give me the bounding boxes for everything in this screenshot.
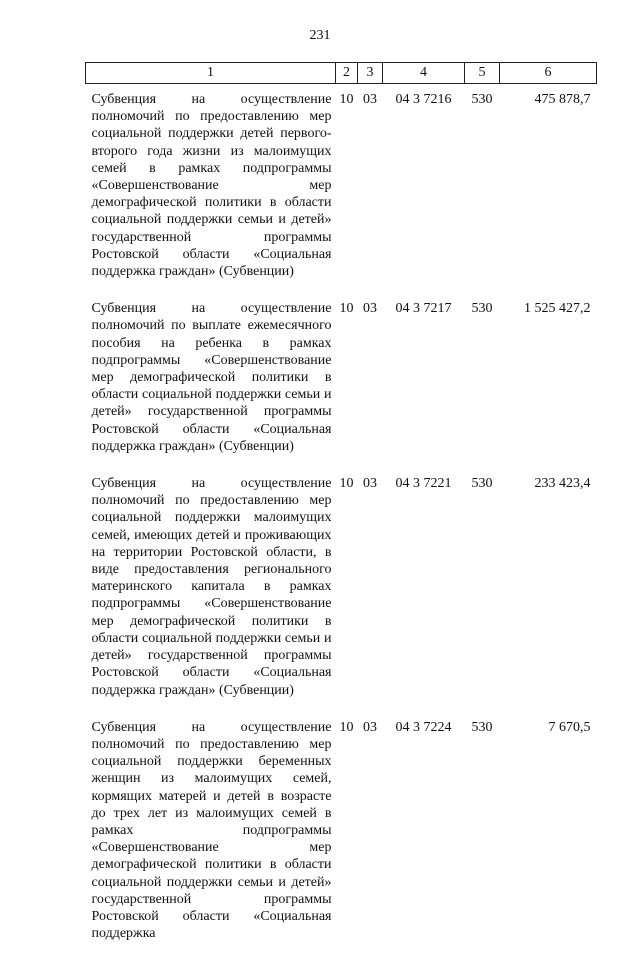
row-amount: 1 525 427,2 — [500, 293, 597, 468]
row-expense-type-code: 530 — [465, 712, 500, 955]
table-row — [86, 712, 597, 955]
header-row — [86, 63, 597, 84]
header-col-4: 4 — [383, 63, 465, 84]
page-number: 231 — [0, 28, 640, 44]
row-amount: 7 670,5 — [500, 712, 597, 955]
row-section-code: 10 — [336, 293, 358, 468]
row-subsection-code: 03 — [358, 84, 383, 294]
row-description: Субвенция на осуществление полномочий по выплате ежемесячного пособия на ребенка в рамках подпрограммы «Совершенствование мер демографической политики в области социальной поддержки семьи и детей» государственной программы Ростовской области «Социальная поддержка граждан» (Субвенции) — [86, 293, 336, 468]
table-header — [86, 63, 597, 84]
row-target-article-code: 04 3 7217 — [383, 293, 465, 468]
row-section-code: 10 — [336, 84, 358, 294]
header-col-6: 6 — [500, 63, 597, 84]
header-col-3: 3 — [358, 63, 383, 84]
row-target-article-code: 04 3 7221 — [383, 468, 465, 712]
header-col-5: 5 — [465, 63, 500, 84]
row-target-article-code: 04 3 7224 — [383, 712, 465, 955]
row-section-code: 10 — [336, 712, 358, 955]
row-subsection-code: 03 — [358, 712, 383, 955]
header-col-2: 2 — [336, 63, 358, 84]
table-body — [86, 84, 597, 955]
header-col-1: 1 — [86, 63, 336, 84]
row-subsection-code: 03 — [358, 468, 383, 712]
row-subsection-code: 03 — [358, 293, 383, 468]
table-row — [86, 468, 597, 712]
row-amount: 475 878,7 — [500, 84, 597, 294]
table-row — [86, 293, 597, 468]
row-description: Субвенция на осуществление полномочий по предоставлению мер социальной поддержки детей первого-второго года жизни из малоимущих семей в рамках подпрограммы «Совершенствование мер демографической политики в области социальной поддержки семьи и детей» государственной программы Ростовской области «Социальная поддержка граждан» (Субвенции) — [86, 84, 336, 294]
row-expense-type-code: 530 — [465, 468, 500, 712]
row-description: Субвенция на осуществление полномочий по предоставлению мер социальной поддержки малоимущих семей, имеющих детей и проживающих на территории Ростовской области, в виде предоставления регионального материнского капитала в рамках подпрограммы «Совершенствование мер демографической политики в области социальной поддержки семьи и детей» государственной программы Ростовской области «Социальная поддержка граждан» (Субвенции) — [86, 468, 336, 712]
row-description: Субвенция на осуществление полномочий по предоставлению мер социальной поддержки беременных женщин из малоимущих семей, кормящих матерей и детей в возрасте до трех лет из малоимущих семей в рамках подпрограммы «Совершенствование мер демографической политики в области социальной поддержки семьи и детей» государственной программы Ростовской области «Социальная поддержка — [86, 712, 336, 955]
row-expense-type-code: 530 — [465, 84, 500, 294]
table-row — [86, 84, 597, 294]
budget-table — [85, 62, 597, 955]
row-amount: 233 423,4 — [500, 468, 597, 712]
row-target-article-code: 04 3 7216 — [383, 84, 465, 294]
row-expense-type-code: 530 — [465, 293, 500, 468]
row-section-code: 10 — [336, 468, 358, 712]
